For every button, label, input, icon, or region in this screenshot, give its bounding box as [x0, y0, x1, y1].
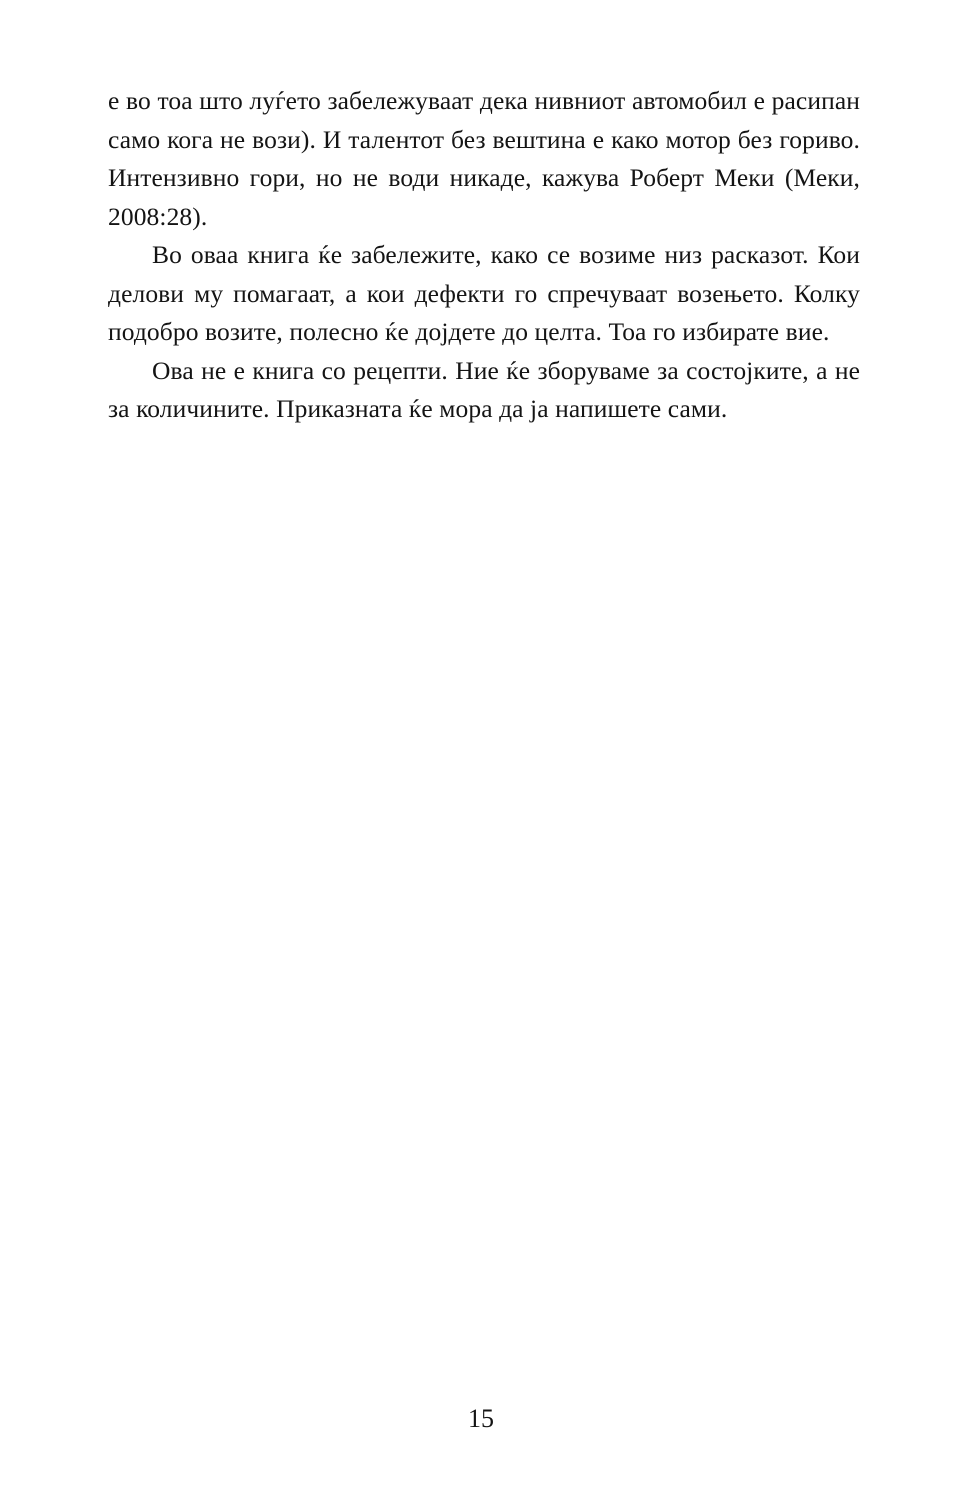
paragraph-2: Во оваа книга ќе забележите, како се возиме низ расказот. Кои делови му помагаат, а кои дефекти го спречуваат возењето. Колку подобро возите, полесно ќе дојдете до целта. Тоа го избирате вие.: [108, 240, 860, 346]
paragraph-3: Ова не е книга со рецепти. Ние ќе зборуваме за состојките, а не за количините. Приказната ќе мора да ја напишете сами.: [108, 355, 860, 423]
page-number: 15: [468, 1404, 494, 1433]
body-text: [108, 82, 860, 429]
paragraph-1: е во тоа што луѓето забележуваат дека нивниот автомобил е расипан само кога не вози). И талентот без вештина е како мотор без гориво. Интензивно гори, но не води никаде, кажува Роберт Меки (Меки, 2008:28).: [108, 86, 860, 231]
